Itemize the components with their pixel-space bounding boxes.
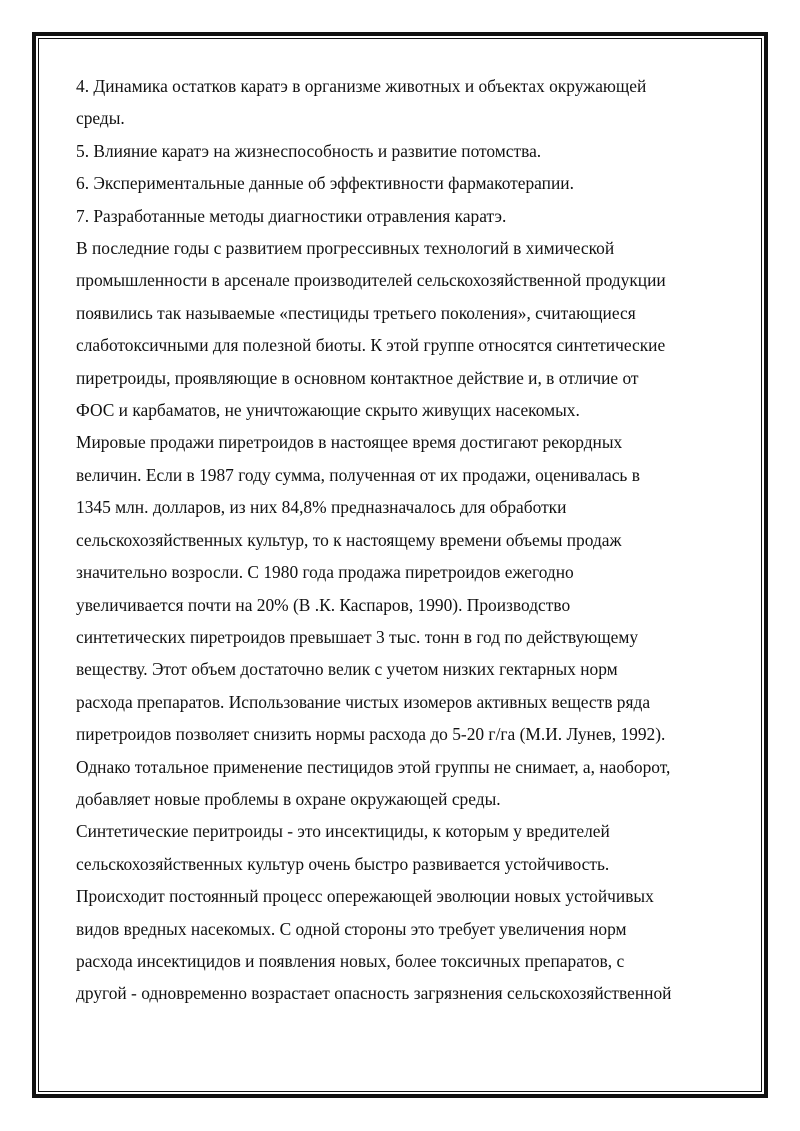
text-line: 6. Экспериментальные данные об эффективности фармакотерапии. xyxy=(76,173,574,194)
text-line: расхода инсектицидов и появления новых, более токсичных препаратов, с xyxy=(76,950,625,971)
text-line: 1345 млн. долларов, из них 84,8% предназначалось для обработки xyxy=(76,497,567,518)
text-line: величин. Если в 1987 году сумма, полученная от их продажи, оценивалась в xyxy=(76,464,640,485)
text-line: значительно возросли. С 1980 года продажа пиретроидов ежегодно xyxy=(76,562,574,583)
text-line: В последние годы с развитием прогрессивных технологий в химической xyxy=(76,238,615,259)
text-line: видов вредных насекомых. С одной стороны это требует увеличения норм xyxy=(76,918,627,939)
text-line: среды. xyxy=(76,108,125,129)
text-line: сельскохозяйственных культур, то к настоящему времени объемы продаж xyxy=(76,529,622,550)
text-line: 4. Динамика остатков каратэ в организме животных и объектах окружающей xyxy=(76,76,647,96)
text-line: расхода препаратов. Использование чистых изомеров активных веществ ряда xyxy=(76,691,651,712)
text-line: другой - одновременно возрастает опасность загрязнения сельскохозяйственной xyxy=(76,983,672,1004)
text-line: Однако тотальное применение пестицидов этой группы не снимает, а, наоборот, xyxy=(76,756,671,777)
text-line: ФОС и карбаматов, не уничтожающие скрыто живущих насекомых. xyxy=(76,400,580,421)
text-line: увеличивается почти на 20% (В .К. Каспаров, 1990). Производство xyxy=(76,594,571,615)
text-line: веществу. Этот объем достаточно велик с учетом низких гектарных норм xyxy=(76,659,618,680)
text-line: промышленности в арсенале производителей сельскохозяйственной продукции xyxy=(76,270,666,291)
text-line: появились так называемые «пестициды третьего поколения», считающиеся xyxy=(76,302,636,323)
text-line: 5. Влияние каратэ на жизнеспособность и развитие потомства. xyxy=(76,140,542,161)
text-line: синтетических пиретроидов превышает 3 тыс. тонн в год по действующему xyxy=(76,626,639,647)
text-line: Происходит постоянный процесс опережающей эволюции новых устойчивых xyxy=(76,886,654,907)
text-line: добавляет новые проблемы в охране окружающей среды. xyxy=(76,788,501,809)
document-body xyxy=(76,70,736,1010)
text-line: сельскохозяйственных культур очень быстро развивается устойчивость. xyxy=(76,853,610,874)
text-line: Синтетические перитроиды - это инсектициды, к которым у вредителей xyxy=(76,821,610,842)
text-line: 7. Разработанные методы диагностики отравления каратэ. xyxy=(76,205,507,226)
text-line: пиретроиды, проявляющие в основном контактное действие и, в отличие от xyxy=(76,367,639,388)
text-line: слаботоксичными для полезной биоты. К этой группе относятся синтетические xyxy=(76,335,666,356)
text-line: пиретроидов позволяет снизить нормы расхода до 5-20 г/га (М.И. Лунев, 1992). xyxy=(76,724,666,745)
text-line: Мировые продажи пиретроидов в настоящее время достигают рекордных xyxy=(76,432,623,453)
